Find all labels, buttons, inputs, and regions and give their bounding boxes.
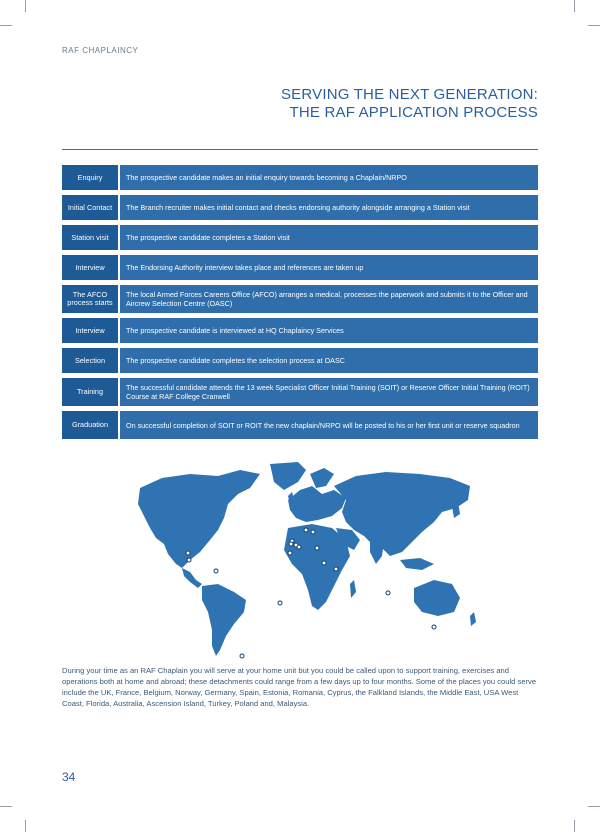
step-description: The prospective candidate is interviewed at HQ Chaplaincy Services <box>120 318 538 343</box>
crop-mark <box>0 806 12 807</box>
step-label: Graduation <box>62 411 118 439</box>
southeast-asia-islands <box>400 558 434 570</box>
crop-mark <box>0 25 12 26</box>
step-description: The prospective candidate makes an initial enquiry towards becoming a Chaplain/NRPO <box>120 165 538 190</box>
location-marker <box>304 528 308 532</box>
north-america-landmass <box>138 470 260 568</box>
step-label: Initial Contact <box>62 195 118 220</box>
step-row <box>62 285 538 313</box>
location-marker <box>334 567 338 571</box>
step-label: Training <box>62 378 118 406</box>
location-marker <box>187 558 191 562</box>
crop-mark <box>574 0 575 12</box>
step-description: The local Armed Forces Careers Office (AFCO) arranges a medical, processes the paperwork and submits it to the Officer and Aircrew Selection Centre (OASC) <box>120 285 538 313</box>
location-marker <box>311 530 315 534</box>
page-number: 34 <box>62 770 76 784</box>
location-marker <box>186 551 190 555</box>
location-marker <box>386 591 390 595</box>
step-description: The successful candidate attends the 13 week Specialist Officer Initial Training (SOIT) or Reserve Officer Initial Training (ROIT) Course at RAF College Cranwell <box>120 378 538 406</box>
step-row <box>62 255 538 280</box>
step-description: The Endorsing Authority interview takes place and references are taken up <box>120 255 538 280</box>
location-marker <box>432 625 436 629</box>
step-description: The prospective candidate completes the selection process at OASC <box>120 348 538 373</box>
step-row <box>62 348 538 373</box>
greenland-landmass <box>270 462 306 490</box>
location-marker <box>278 601 282 605</box>
title-line-1: SERVING THE NEXT GENERATION: <box>280 86 538 103</box>
south-america-landmass <box>202 584 246 656</box>
location-marker <box>240 654 244 658</box>
crop-mark <box>25 0 26 12</box>
madagascar-landmass <box>350 580 356 598</box>
location-marker <box>322 561 326 565</box>
step-label: Selection <box>62 348 118 373</box>
location-marker <box>297 545 301 549</box>
crop-mark <box>588 25 600 26</box>
step-label: Station visit <box>62 225 118 250</box>
page-title <box>281 86 538 122</box>
europe-landmass <box>288 486 346 522</box>
australia-landmass <box>414 580 460 616</box>
step-label: The AFCO process starts <box>62 285 118 313</box>
step-label: Interview <box>62 255 118 280</box>
step-row <box>62 225 538 250</box>
location-marker <box>214 569 218 573</box>
step-row <box>62 195 538 220</box>
application-process-steps <box>62 165 538 444</box>
central-america-landmass <box>182 568 202 588</box>
step-label: Interview <box>62 318 118 343</box>
new-zealand-landmass <box>470 612 476 626</box>
step-description: The Branch recruiter makes initial contact and checks endorsing authority alongside arranging a Station visit <box>120 195 538 220</box>
title-line-2: THE RAF APPLICATION PROCESS <box>289 104 538 121</box>
step-row <box>62 318 538 343</box>
running-header: RAF CHAPLAINCY <box>62 46 139 55</box>
crop-mark <box>25 820 26 832</box>
india-landmass <box>370 540 384 564</box>
location-marker <box>289 542 293 546</box>
step-row <box>62 378 538 406</box>
title-divider <box>62 149 538 150</box>
location-marker <box>315 546 319 550</box>
step-label: Enquiry <box>62 165 118 190</box>
scandinavia-landmass <box>310 468 334 488</box>
step-description: The prospective candidate completes a Station visit <box>120 225 538 250</box>
location-marker <box>288 551 292 555</box>
crop-mark <box>574 820 575 832</box>
world-map <box>120 460 490 660</box>
step-row <box>62 165 538 190</box>
step-description: On successful completion of SOIT or ROIT the new chaplain/NRPO will be posted to his or her first unit or reserve squadron <box>120 411 538 439</box>
body-paragraph: During your time as an RAF Chaplain you will serve at your home unit but you could be called upon to support training, exercises and operations both at home and abroad; these detachments could range from a few days up to four months. Some of the places you could serve include the UK, France, Belgium, Norway, Germany, Spain, Estonia, Romania, Cyprus, the Falkland Islands, the Middle East, USA West Coast, Florida, Australia, Ascension Island, Turkey, Poland and, Malaysia. <box>62 666 537 708</box>
step-row <box>62 411 538 439</box>
crop-mark <box>588 806 600 807</box>
